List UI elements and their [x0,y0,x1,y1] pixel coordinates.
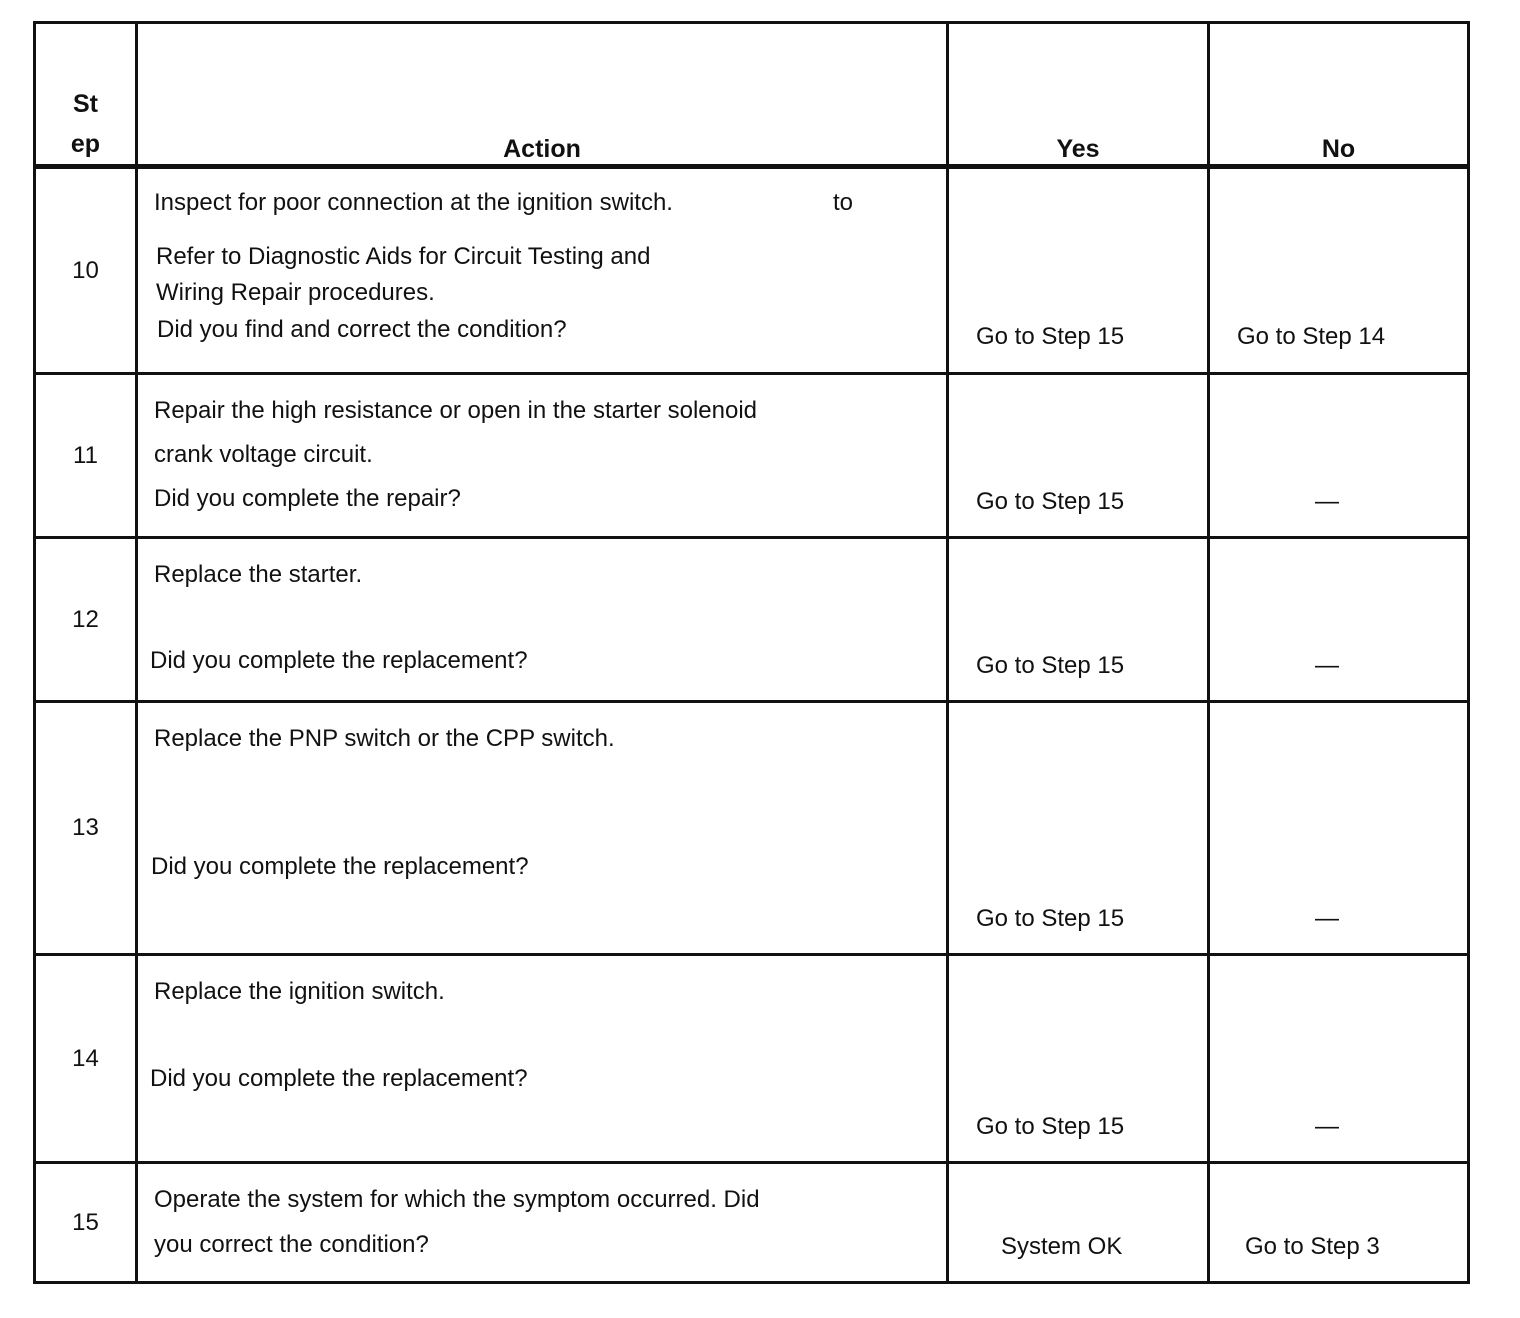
no-result: — [1209,955,1469,1163]
action-cell [137,538,948,702]
action-line: Did you complete the replacement? [150,647,528,674]
yes-result: System OK [948,1163,1209,1283]
table-row [35,374,1469,538]
yes-column-header: Yes [948,23,1209,167]
yes-result: Go to Step 15 [948,538,1209,702]
step-number: 15 [35,1163,137,1283]
yes-result: Go to Step 15 [948,167,1209,374]
action-line: Replace the PNP switch or the CPP switch. [154,725,615,752]
action-line: Wiring Repair procedures. [156,279,435,306]
action-cell [137,1163,948,1283]
step-number: 13 [35,702,137,955]
table-row [35,955,1469,1163]
no-result: — [1209,538,1469,702]
action-cell [137,374,948,538]
no-result: — [1209,374,1469,538]
action-cell [137,955,948,1163]
table-row [35,1163,1469,1283]
table-row [35,702,1469,955]
table-header-row [35,23,1469,167]
action-line: Replace the starter. [154,561,363,588]
action-line: Did you find and correct the condition? [157,316,567,343]
step-number: 14 [35,955,137,1163]
action-line: Did you complete the repair? [154,485,461,512]
action-line: crank voltage circuit. [154,441,373,468]
table-row [35,538,1469,702]
action-cell [137,167,948,374]
action-line: Operate the system for which the symptom occurred. Did [154,1186,760,1213]
step-column-header: St ep [35,23,137,167]
action-line: Refer to Diagnostic Aids for Circuit Testing and [156,243,651,270]
yes-result: Go to Step 15 [948,702,1209,955]
action-line: Inspect for poor connection at the ignition switch. [154,189,673,216]
action-line: Did you complete the replacement? [151,853,529,880]
action-line: Repair the high resistance or open in the starter solenoid [154,397,758,424]
yes-result: Go to Step 15 [948,374,1209,538]
diagnostic-table [33,21,1470,1284]
action-line: you correct the condition? [154,1231,429,1258]
table-row [35,167,1469,374]
no-column-header: No [1209,23,1469,167]
no-result: Go to Step 14 [1209,167,1469,374]
step-number: 10 [35,167,137,374]
yes-result: Go to Step 15 [948,955,1209,1163]
no-result: — [1209,702,1469,955]
no-result: Go to Step 3 [1209,1163,1469,1283]
action-line: Did you complete the replacement? [150,1065,528,1092]
action-line: to [833,189,854,216]
step-number: 12 [35,538,137,702]
action-column-header: Action [137,23,948,167]
action-cell [137,702,948,955]
action-line: Replace the ignition switch. [154,978,445,1005]
step-number: 11 [35,374,137,538]
